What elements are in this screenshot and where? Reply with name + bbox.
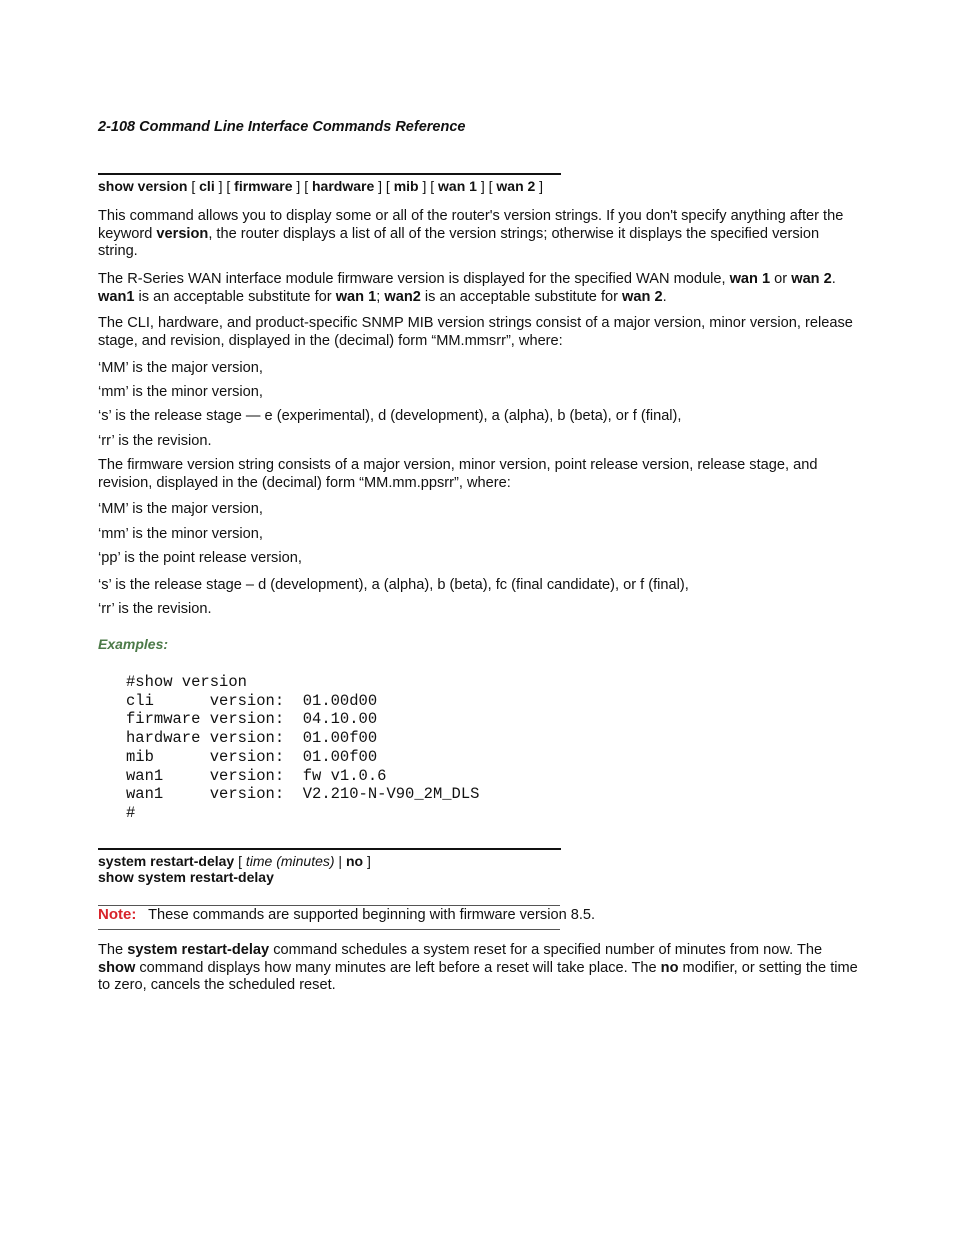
bold-keyword: mib — [393, 178, 419, 194]
code-example: #show version cli version: 01.00d00 firmware version: 04.10.00 hardware version: 01.00f00 mib version: 01.00f00 wan1 version: fw v1.0.6 wan1 version: V2.210-N-V90_2M_DLS # — [126, 673, 480, 822]
command-syntax — [98, 853, 371, 869]
running-head: 2-108 Command Line Interface Commands Reference — [98, 119, 466, 135]
bold-keyword: wan1 — [98, 288, 135, 305]
text-run: . — [831, 271, 836, 287]
list-item: ‘mm’ is the minor version, — [98, 526, 263, 542]
version-format-paragraph: The CLI, hardware, and product-specific SNMP MIB version strings consist of a major version, minor version, release stage, and revision, displayed in the (decimal) form “MM.mmsrr”, where: — [98, 315, 853, 349]
text-run: The — [98, 942, 128, 958]
bold-keyword: system restart-delay — [127, 942, 270, 958]
list-item: ‘MM’ is the major version, — [98, 501, 263, 517]
note-label: Note: — [98, 906, 137, 923]
text-run: [ — [187, 178, 200, 194]
bold-keyword: show system restart-delay — [98, 869, 274, 885]
bold-keyword: hardware — [311, 178, 375, 194]
text-run: is an acceptable substitute for — [134, 288, 336, 305]
bold-keyword: show version — [98, 178, 188, 194]
bold-keyword: no — [660, 959, 679, 976]
command-syntax — [98, 869, 274, 885]
note — [98, 906, 595, 923]
text-run: ] [ — [214, 178, 235, 194]
text-run: . — [662, 288, 667, 305]
list-item: ‘mm’ is the minor version, — [98, 384, 263, 400]
bold-keyword: wan 2 — [496, 178, 536, 194]
description-paragraph — [98, 208, 858, 261]
bold-keyword: wan 1 — [729, 271, 771, 287]
list-item: ‘rr’ is the revision. — [98, 433, 212, 449]
bold-keyword: cli — [199, 178, 215, 194]
list-item: ‘rr’ is the revision. — [98, 601, 212, 617]
bold-keyword: wan 2 — [791, 271, 832, 287]
bold-keyword: wan 1 — [335, 288, 377, 305]
bold-keyword: firmware — [234, 178, 293, 194]
section-rule — [98, 173, 561, 175]
text-run: This command allows you to display some or all of the router's version strings. If you don't specify anything after the keyword — [98, 208, 844, 242]
bold-keyword: system restart-delay — [98, 853, 235, 869]
list-item: ‘s’ is the release stage — e (experimental), d (development), a (alpha), b (beta), or f (final), — [98, 408, 682, 424]
bold-keyword: show — [98, 959, 136, 976]
text-run: or — [770, 271, 792, 287]
command-syntax — [98, 178, 543, 194]
examples-heading: Examples: — [98, 636, 169, 652]
text-run: | — [334, 853, 346, 869]
section-rule — [98, 848, 561, 850]
text-run: ] [ — [476, 178, 497, 194]
text-run: ] — [535, 178, 544, 194]
text-run: time (minutes) — [245, 853, 335, 869]
text-run: ] [ — [418, 178, 439, 194]
text-run: [ — [234, 853, 246, 869]
bold-keyword: version — [156, 225, 209, 242]
note-text: These commands are supported beginning with firmware version 8.5. — [148, 907, 596, 923]
firmware-format-paragraph: The firmware version string consists of a major version, minor version, point release version, release stage, and revision, displayed in the (decimal) form “MM.mm.ppsrr”, where: — [98, 457, 818, 491]
text-run: is an acceptable substitute for — [420, 288, 623, 305]
text-run: ] — [363, 853, 371, 869]
text-run: ; — [376, 288, 385, 305]
restart-delay-paragraph — [98, 942, 858, 995]
bold-keyword: no — [345, 853, 364, 869]
wan-paragraph — [98, 271, 858, 306]
text-run: modifier, or setting the time to zero, cancels the scheduled reset. — [98, 959, 858, 993]
bold-keyword: wan 2 — [622, 288, 663, 305]
text-run: command displays how many minutes are left before a reset will take place. The — [135, 959, 661, 976]
text-run: ] [ — [374, 178, 394, 194]
list-item: ‘pp’ is the point release version, — [98, 550, 302, 566]
list-item: ‘s’ is the release stage – d (development), a (alpha), b (beta), fc (final candidate), or f (final), — [98, 577, 689, 593]
bold-keyword: wan2 — [384, 288, 421, 305]
list-item: ‘MM’ is the major version, — [98, 360, 263, 376]
text-run: The R-Series WAN interface module firmware version is displayed for the specified WAN module, — [98, 271, 730, 287]
text-run: ] [ — [292, 178, 312, 194]
text-run: command schedules a system reset for a specified number of minutes from now. The — [269, 942, 823, 958]
bold-keyword: wan 1 — [438, 178, 477, 194]
note-bottom-rule — [98, 929, 560, 930]
text-run: , the router displays a list of all of the version strings; otherwise it displays the specified version string. — [98, 225, 820, 259]
